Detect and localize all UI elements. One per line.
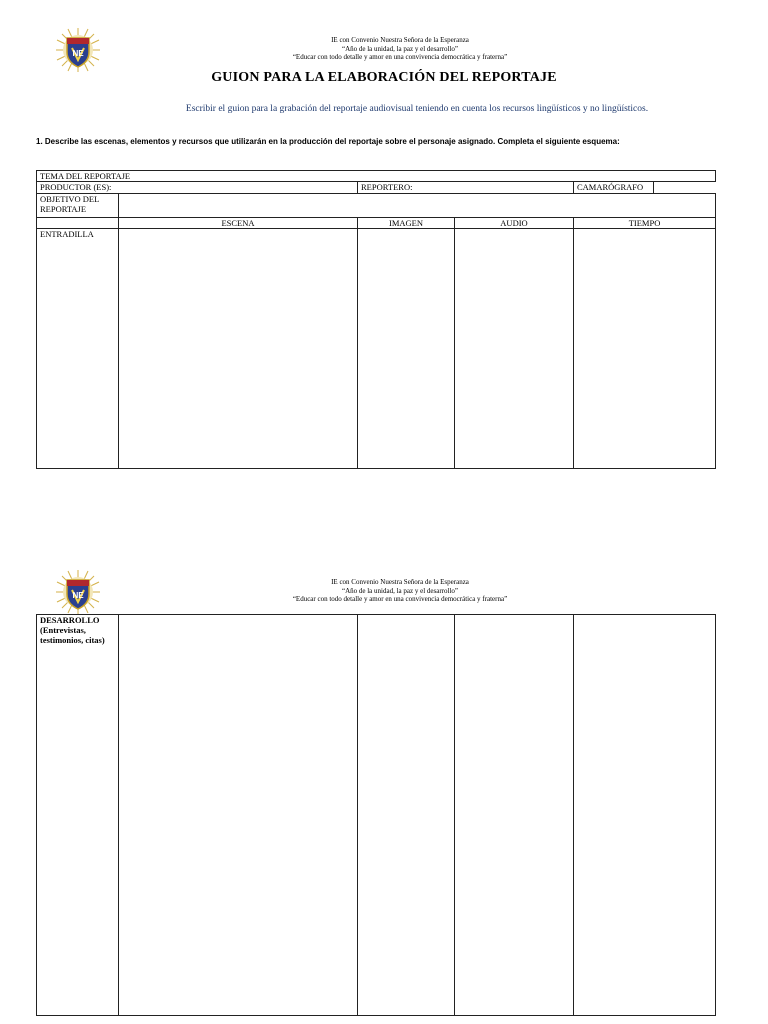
instruction-text: Escribir el guion para la grabación del reportaje audiovisual teniendo en cuenta los recursos lingüísticos y no lingüísticos. bbox=[185, 104, 649, 114]
question-text: 1. Describe las escenas, elementos y recursos que utilizarán en la producción del reportaje sobre el personaje asignado. Completa el siguiente esquema: bbox=[36, 137, 620, 146]
desarrollo-escena-cell[interactable] bbox=[119, 615, 358, 1016]
escena-header: ESCENA bbox=[119, 218, 358, 229]
year-motto: “Año de la unidad, la paz y el desarrollo” bbox=[341, 586, 459, 595]
school-motto: “Educar con todo detalle y amor en una convivencia democrática y fraterna” bbox=[292, 595, 508, 603]
logo-letters: NE bbox=[72, 591, 84, 600]
column-header-row bbox=[37, 218, 716, 229]
desarrollo-imagen-cell[interactable] bbox=[358, 615, 455, 1016]
report-script-table-continued bbox=[36, 614, 716, 1016]
entradilla-tiempo-cell[interactable] bbox=[574, 229, 716, 469]
school-header bbox=[170, 36, 630, 62]
school-motto: “Educar con todo detalle y amor en una convivencia democrática y fraterna” bbox=[292, 53, 508, 61]
productor-label: PRODUCTOR (ES): bbox=[40, 182, 112, 192]
entradilla-row bbox=[37, 229, 716, 469]
objetivo-field[interactable] bbox=[119, 194, 716, 218]
school-name: IE con Convenio Nuestra Señora de la Esperanza bbox=[331, 578, 469, 586]
page-title: GUION PARA LA ELABORACIÓN DEL REPORTAJE bbox=[211, 70, 557, 85]
table-row bbox=[37, 171, 716, 182]
desarrollo-label: DESARROLLO (Entrevistas, testimonios, citas) bbox=[37, 615, 119, 1016]
tema-field[interactable] bbox=[37, 171, 716, 182]
desarrollo-audio-cell[interactable] bbox=[455, 615, 574, 1016]
row-label-header bbox=[37, 218, 119, 229]
audio-header: AUDIO bbox=[455, 218, 574, 229]
camarografo-label: CAMARÓGRAFO bbox=[577, 182, 644, 192]
entradilla-imagen-cell[interactable] bbox=[358, 229, 455, 469]
logo-letters: NE bbox=[72, 49, 84, 58]
table-row bbox=[37, 182, 716, 194]
camarografo-label-cell bbox=[574, 182, 654, 194]
school-shield-logo bbox=[54, 568, 102, 616]
report-script-table bbox=[36, 170, 716, 469]
objetivo-label-cell bbox=[37, 194, 119, 218]
desarrollo-row bbox=[37, 615, 716, 1016]
year-motto: “Año de la unidad, la paz y el desarrollo” bbox=[341, 44, 459, 53]
table-row bbox=[37, 194, 716, 218]
camarografo-field[interactable] bbox=[654, 182, 716, 194]
entradilla-escena-cell[interactable] bbox=[119, 229, 358, 469]
desarrollo-tiempo-cell[interactable] bbox=[574, 615, 716, 1016]
imagen-header: IMAGEN bbox=[358, 218, 455, 229]
entradilla-audio-cell[interactable] bbox=[455, 229, 574, 469]
school-name: IE con Convenio Nuestra Señora de la Esperanza bbox=[331, 36, 469, 44]
objetivo-label: OBJETIVO DEL REPORTAJE bbox=[40, 194, 99, 214]
tiempo-header: TIEMPO bbox=[574, 218, 716, 229]
entradilla-label: ENTRADILLA bbox=[37, 229, 119, 469]
productor-field[interactable] bbox=[37, 182, 358, 194]
school-header bbox=[170, 578, 630, 604]
reportero-field[interactable] bbox=[358, 182, 574, 194]
school-shield-logo bbox=[54, 26, 102, 74]
tema-label: TEMA DEL REPORTAJE bbox=[40, 171, 131, 181]
reportero-label: REPORTERO: bbox=[361, 182, 413, 192]
